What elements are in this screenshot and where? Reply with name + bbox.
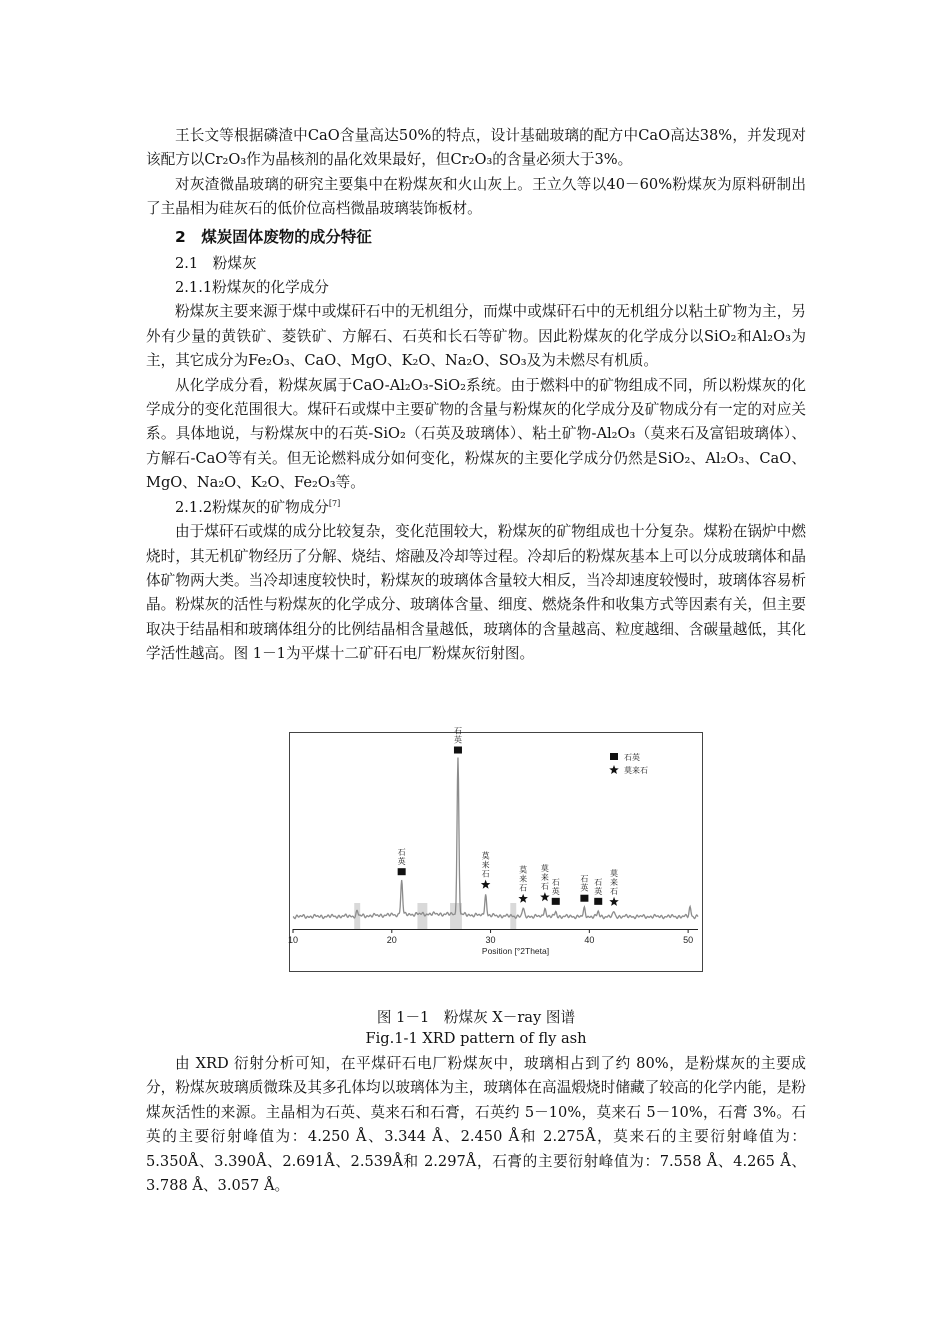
- peak-label-char: 石: [551, 877, 560, 887]
- xrd-pattern-line: [293, 757, 698, 918]
- paragraph-p1: 王长文等根据磷渣中CaO含量高达50%的特点，设计基础玻璃的配方中CaO高达38%，并发现对该配方以Cr₂O₃作为晶核剂的晶化效果最好，但Cr₂O₃的含量必须大于3%。: [146, 127, 806, 169]
- citation-ref: [7]: [328, 498, 341, 508]
- peak-label-char: 来: [481, 860, 490, 870]
- peak-label-char: 莫: [610, 868, 619, 878]
- legend-label: 石英: [624, 753, 640, 762]
- x-tick-label: 50: [683, 935, 694, 945]
- xrd-figure: [287, 726, 703, 972]
- subsection-heading-2-1: 2.1 粉煤灰: [175, 254, 257, 272]
- subsection-heading-2-1-2: [146, 496, 806, 520]
- mullite-peak-marker: [540, 892, 550, 901]
- quartz-peak-marker: [594, 898, 602, 905]
- peak-label-char: 英: [453, 735, 462, 745]
- text-block-bottom: [146, 1052, 806, 1198]
- heading-2-1-2-text: 2.1.2粉煤灰的矿物成分: [175, 498, 329, 516]
- peak-label-char: 英: [580, 883, 589, 893]
- peak-label-char: 英: [594, 886, 603, 896]
- peak-label-char: 石: [610, 886, 619, 896]
- peak-label-char: 莫: [519, 865, 528, 875]
- peak-label-char: 来: [519, 874, 528, 884]
- peak-label-char: 石: [453, 726, 462, 736]
- quartz-peak-marker: [398, 868, 406, 875]
- mullite-peak-marker: [481, 880, 491, 889]
- x-tick-label: 10: [287, 935, 299, 945]
- subsection-heading-2-1-1: 2.1.1粉煤灰的化学成分: [175, 279, 329, 297]
- legend-quartz-marker: [610, 753, 618, 760]
- section-heading-2: 2 煤炭固体废物的成分特征: [175, 227, 372, 246]
- x-tick-label: 30: [485, 935, 496, 945]
- paragraph-p3: 粉煤灰主要来源于煤中或煤矸石中的无机组分，而煤中或煤矸石中的无机组分以粘土矿物为主，另外有少量的黄铁矿、菱铁矿、方解石、石英和长石等矿物。因此粉煤灰的化学成分以SiO₂和Al₂O₃为主，其它成分为Fe₂O₃、CaO、MgO、K₂O、Na₂O、SO₃及为未燃尽有机质。: [146, 303, 806, 370]
- quartz-peak-marker: [552, 898, 560, 905]
- xrd-chart: [287, 726, 702, 971]
- peak-label-char: 莫: [540, 864, 549, 874]
- peak-label-char: 石: [594, 877, 603, 887]
- x-tick-label: 20: [386, 935, 397, 945]
- legend-mullite-marker: [609, 765, 619, 774]
- peak-label-char: 来: [610, 877, 619, 887]
- figure-caption-en: Fig.1-1 XRD pattern of fly ash: [365, 1030, 587, 1047]
- x-tick-label: 40: [584, 935, 595, 945]
- x-axis-label: Position [°2Theta]: [481, 946, 550, 956]
- peak-label-char: 石: [540, 882, 549, 892]
- peak-label-char: 石: [580, 874, 589, 884]
- paragraph-p5: 由于煤矸石或煤的成分比较复杂，变化范围较大，粉煤灰的矿物组成也十分复杂。煤粉在锅炉中燃烧时，其无机矿物经历了分解、烧结、熔融及冷却等过程。冷却后的粉煤灰基本上可以分成玻璃体和晶体矿物两大类。当冷却速度较快时，粉煤灰的玻璃体含量较大相反，当冷却速度较慢时，玻璃体容易析晶。粉煤灰的活性与粉煤灰的化学成分、玻璃体含量、细度、燃烧条件和收集方式等因素有关，但主要取决于结晶相和玻璃体组分的比例结晶相含量越低，玻璃体的含量越高、粒度越细、含碳量越低，其化学活性越高。图 1－1为平煤十二矿矸石电厂粉煤灰衍射图。: [146, 523, 806, 663]
- peak-label-char: 英: [397, 857, 406, 867]
- paragraph-p2: 对灰渣微晶玻璃的研究主要集中在粉煤灰和火山灰上。王立久等以40－60%粉煤灰为原料研制出了主晶相为硅灰石的低价位高档微晶玻璃装饰板材。: [146, 175, 806, 218]
- quartz-peak-marker: [454, 747, 462, 754]
- paragraph-p4: 从化学成分看，粉煤灰属于CaO-Al₂O₃-SiO₂系统。由于燃料中的矿物组成不同，所以粉煤灰的化学成分的变化范围很大。煤矸石或煤中主要矿物的含量与粉煤灰的化学成分及矿物成分有一定的对应关系。具体地说，与粉煤灰中的石英-SiO₂（石英及玻璃体）、粘土矿物-Al₂O₃（莫来石及富铝玻璃体）、方解石-CaO等有关。但无论燃料成分如何变化，粉煤灰的主要化学成分仍然是SiO₂、Al₂O₃、CaO、MgO、Na₂O、K₂O、Fe₂O₃等。: [146, 376, 806, 492]
- peak-label-char: 石: [481, 869, 490, 879]
- quartz-peak-marker: [580, 895, 588, 902]
- paragraph-p6: 由 XRD 衍射分析可知，在平煤矸石电厂粉煤灰中，玻璃相占到了约 80%，是粉煤灰的主要成分，粉煤灰玻璃质微珠及其多孔体均以玻璃体为主，玻璃体在高温煅烧时储藏了较高的化学内能，是粉煤灰活性的来源。主晶相为石英、莫来石和石膏，石英约 5－10%，莫来石 5－10%，石膏 3%。石英的主要衍射峰值为：4.250 Å、3.344 Å、2.450 Å和 2.275Å，莫来石的主要衍射峰值为：5.350Å、3.390Å、2.691Å、2.539Å和 2.297Å，石膏的主要衍射峰值为：7.558 Å、4.265 Å、3.788 Å、3.057 Å。: [146, 1055, 806, 1195]
- peak-label-char: 英: [551, 886, 560, 896]
- text-block-top: [146, 124, 806, 667]
- legend-label: 莫来石: [624, 766, 648, 775]
- peak-label-char: 莫: [481, 851, 490, 861]
- peak-label-char: 来: [540, 873, 549, 883]
- figure-caption-cn: 图 1－1 粉煤灰 X－ray 图谱: [376, 1009, 576, 1026]
- mullite-peak-marker: [518, 894, 528, 903]
- peak-label-char: 石: [397, 848, 406, 858]
- mullite-peak-marker: [609, 897, 619, 906]
- peak-label-char: 石: [519, 883, 528, 893]
